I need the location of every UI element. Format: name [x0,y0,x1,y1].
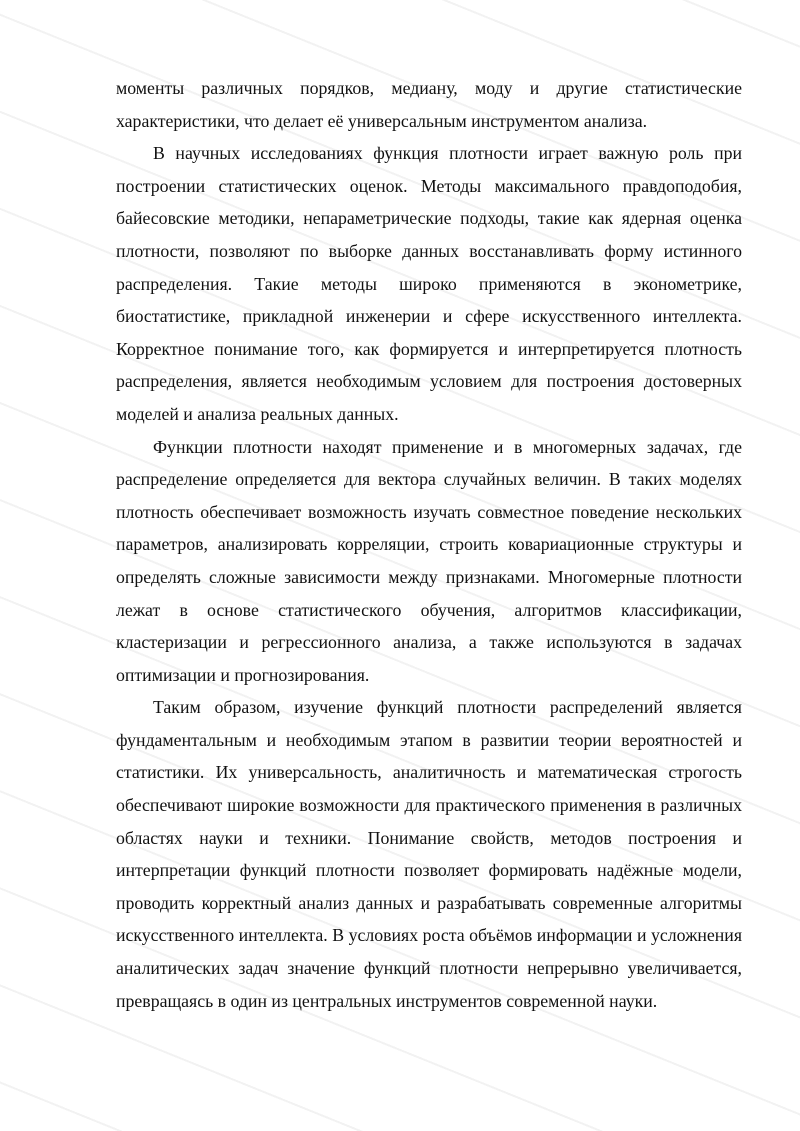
paragraph-density-estimation: В научных исследованиях функция плотности играет важную роль при построении статистических оценок. Методы максимального правдоподобия, байесовские методики, непараметрические подходы, такие как ядерная оценка плотности, позволяют по выборке данных восстанавливать форму истинного распределения. Такие методы широко применяются в эконометрике, биостатистике, прикладной инженерии и сфере искусственного интеллекта. Корректное понимание того, как формируется и интерпретируется плотность распределения, является необходимым условием для построения достоверных моделей и анализа реальных данных. [116,143,742,424]
document-body [116,72,742,1017]
paragraph-multivariate-density: Функции плотности находят применение и в многомерных задачах, где распределение определяется для вектора случайных величин. В таких моделях плотность обеспечивает возможность изучать совместное поведение нескольких параметров, анализировать корреляции, строить ковариационные структуры и определять сложные зависимости между признаками. Многомерные плотности лежат в основе статистического обучения, алгоритмов классификации, кластеризации и регрессионного анализа, а также используются в задачах оптимизации и прогнозирования. [116,436,742,685]
paragraph-continuation: моменты различных порядков, медиану, моду и другие статистические характеристики, что делает её универсальным инструментом анализа. [116,78,742,131]
paragraph-conclusion: Таким образом, изучение функций плотности распределений является фундаментальным и необходимым этапом в развитии теории вероятностей и статистики. Их универсальность, аналитичность и математическая строгость обеспечивают широкие возможности для практического применения в различных областях науки и техники. Понимание свойств, методов построения и интерпретации функций плотности позволяет формировать надёжные модели, проводить корректный анализ данных и разрабатывать современные алгоритмы искусственного интеллекта. В условиях роста объёмов информации и усложнения аналитических задач значение функций плотности непрерывно увеличивается, превращаясь в один из центральных инструментов современной науки. [116,697,742,1011]
